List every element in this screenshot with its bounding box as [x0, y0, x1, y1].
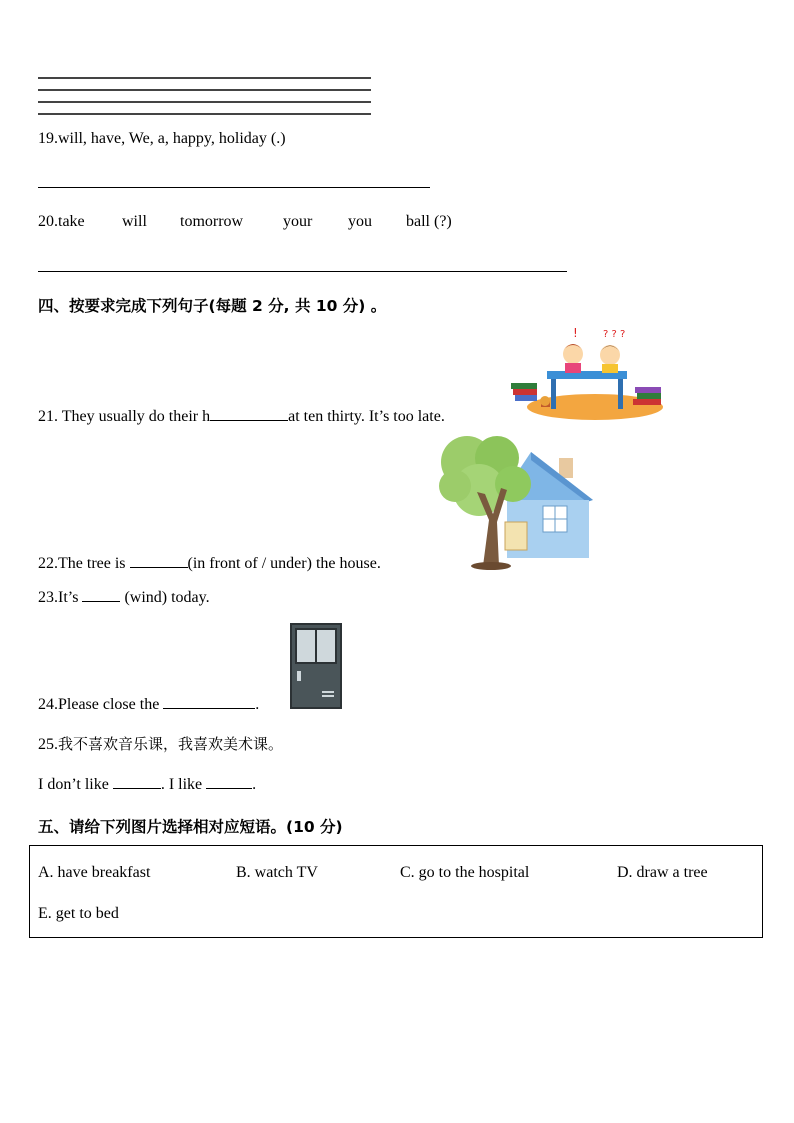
- question-20: [38, 213, 85, 231]
- writing-line-2: [38, 89, 371, 91]
- question-text-pre: The tree is: [58, 555, 130, 572]
- question-25-answer: [38, 774, 256, 794]
- question-24: [38, 694, 259, 714]
- word: tomorrow: [180, 213, 244, 230]
- question-text-pre: Please close the: [58, 696, 164, 713]
- question-number: 23.: [38, 589, 58, 606]
- option-d: D. draw a tree: [617, 864, 708, 881]
- question-number: 25.: [38, 736, 58, 753]
- question-text-pre: . They usually do their h: [54, 408, 211, 425]
- question-text-post: (wind) today.: [120, 589, 210, 606]
- question-text-mid: . I like: [160, 776, 207, 793]
- section-five-heading: 五、请给下列图片选择相对应短语。(10 分): [38, 818, 343, 836]
- question-text-post: at ten thirty. It’s too late.: [288, 408, 445, 425]
- answer-blank-23[interactable]: [82, 587, 120, 602]
- writing-line-3: [38, 101, 371, 103]
- question-text: will, have, We, a, happy, holiday (.): [58, 130, 286, 147]
- option-b: B. watch TV: [236, 864, 318, 881]
- question-number: 20.: [38, 213, 58, 230]
- question-text-pre: It’s: [58, 589, 83, 606]
- question-text-post: .: [252, 776, 257, 793]
- option-e: E. get to bed: [38, 905, 119, 922]
- question-21: [38, 406, 445, 426]
- answer-blank-22[interactable]: [130, 553, 188, 568]
- word: will: [122, 213, 147, 230]
- question-23: [38, 587, 210, 607]
- question-text-post: .: [255, 696, 260, 713]
- answer-blank-21[interactable]: [210, 406, 288, 421]
- question-number: 22.: [38, 555, 58, 572]
- option-a: A. have breakfast: [38, 864, 151, 881]
- svg-text:!: !: [573, 326, 578, 340]
- question-19: [38, 130, 286, 148]
- question-text-post: (in front of / under) the house.: [187, 555, 381, 572]
- writing-line-4: [38, 113, 371, 115]
- writing-line-1: [38, 77, 371, 79]
- door-image: [290, 623, 342, 709]
- option-c: C. go to the hospital: [400, 864, 530, 881]
- answer-blank-25a[interactable]: [113, 774, 161, 789]
- question-text-pre: I don’t like: [38, 776, 113, 793]
- question-25: [38, 733, 283, 754]
- word: take: [58, 213, 85, 230]
- answer-line-19[interactable]: [38, 187, 430, 188]
- word: you: [348, 213, 372, 230]
- question-chinese: 我不喜欢音乐课，我喜欢美术课。: [58, 735, 284, 753]
- svg-text:? ? ?: ? ? ?: [603, 329, 626, 340]
- word: ball (?): [406, 213, 452, 230]
- answer-blank-24[interactable]: [163, 694, 255, 709]
- question-number: 21: [38, 408, 54, 425]
- question-22: [38, 553, 381, 573]
- section-four-heading: 四、按要求完成下列句子(每题 2 分, 共 10 分) 。: [38, 297, 387, 315]
- answer-line-20[interactable]: [38, 271, 567, 272]
- answer-blank-25b[interactable]: [206, 774, 252, 789]
- tree-house-image: [439, 430, 597, 570]
- word: your: [283, 213, 313, 230]
- kids-studying-image: [507, 325, 665, 422]
- question-number: 24.: [38, 696, 58, 713]
- options-box: [29, 845, 763, 938]
- question-number: 19.: [38, 130, 58, 147]
